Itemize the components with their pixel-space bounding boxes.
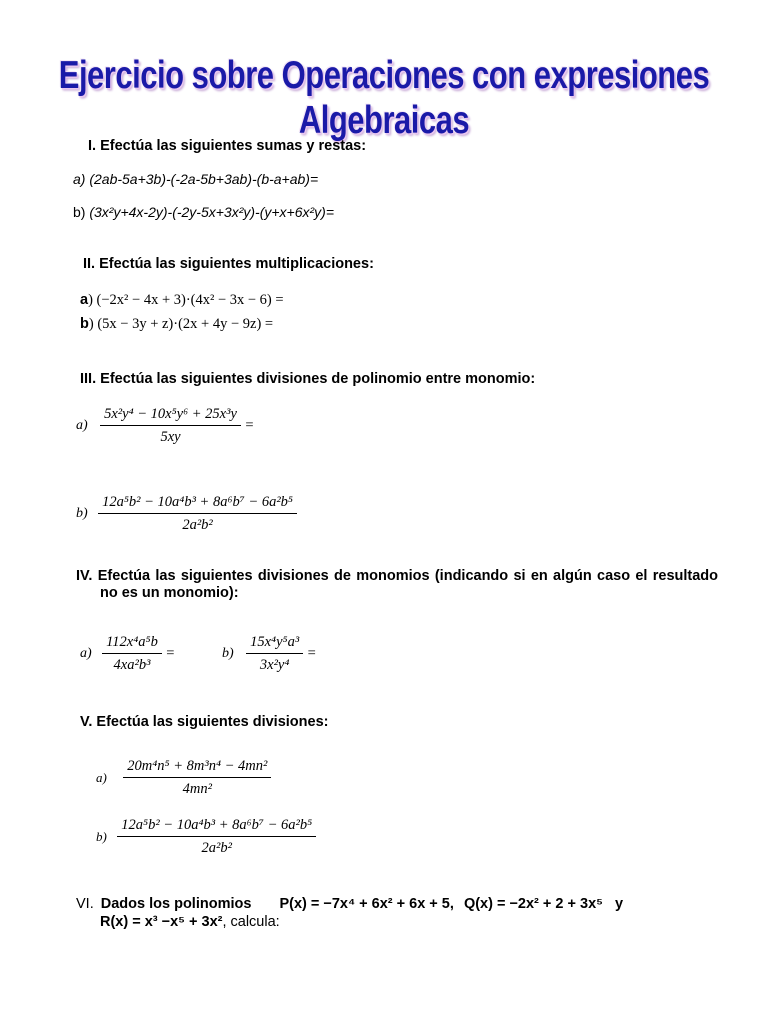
equals-sign: =	[245, 417, 254, 434]
item-b-label: b)	[96, 829, 107, 844]
section-5-item-a	[96, 758, 271, 798]
section-1-item-b	[73, 204, 334, 220]
fraction-b-denominator: 2a²b²	[201, 840, 232, 856]
fraction-b	[246, 634, 303, 674]
item-b-expression: (3x²y+4x-2y)-(-2y-5x+3x²y)-(y+x+6x²y)=	[89, 204, 334, 220]
item-a-label: a)	[96, 770, 107, 785]
section-4-heading: IV. Efectúa las siguientes divisiones de monomios (indicando si en algún caso el resultado no es un monomio):	[76, 568, 718, 601]
equals-sign-a: =	[166, 645, 175, 662]
polynomial-q: Q(x) = −2x² + 2 + 3x⁵	[463, 896, 603, 912]
section-6-lead: Dados los polinomios	[100, 896, 252, 912]
section-5-heading: V. Efectúa las siguientes divisiones:	[80, 714, 329, 730]
item-b-label: b)	[76, 506, 88, 521]
fraction-a-denominator: 4xa²b³	[113, 657, 151, 673]
polynomial-p: P(x) = −7x⁴ + 6x² + 6x + 5,	[279, 896, 454, 912]
fraction-b-numerator: 15x⁴y⁵a³	[246, 634, 303, 654]
section-5-item-b	[96, 817, 316, 857]
fraction-a-numerator: 20m⁴n⁵ + 8m³n⁴ − 4mn²	[123, 758, 271, 778]
section-3-item-b	[76, 494, 297, 534]
section-1-heading: I. Efectúa las siguientes sumas y restas:	[88, 138, 367, 154]
conjunction-y: y	[614, 896, 624, 912]
section-1-item-a: a) (2ab-5a+3b)-(-2a-5b+3ab)-(b-a+ab)=	[73, 171, 319, 187]
section-2-item-a	[80, 292, 284, 309]
item-b-label: b)	[222, 646, 234, 661]
section-2-heading: II. Efectúa las siguientes multiplicaciones:	[83, 256, 374, 272]
fraction-b	[117, 817, 316, 857]
item-a-expression: ) (−2x² − 4x + 3)·(4x² − 3x − 6) =	[88, 292, 284, 308]
fraction-b-numerator: 12a⁵b² − 10a⁴b³ + 8a⁶b⁷ − 6a²b⁵	[98, 494, 297, 514]
fraction-b	[98, 494, 297, 534]
section-6-text	[76, 895, 696, 931]
section-3-item-a	[76, 406, 254, 446]
fraction-a	[102, 634, 162, 674]
item-b-label: b	[80, 316, 89, 332]
item-b-label: b)	[73, 204, 86, 220]
fraction-a-denominator: 4mn²	[182, 781, 212, 797]
polynomial-r: R(x) = x³ −x⁵ + 3x²	[100, 914, 223, 930]
fraction-b-denominator: 3x²y⁴	[259, 657, 290, 673]
item-a-label: a)	[80, 646, 92, 661]
section-6-tail: , calcula:	[222, 914, 280, 930]
fraction-b-denominator: 2a²b²	[182, 517, 213, 533]
section-4-item-b	[222, 634, 316, 674]
item-a-label: a	[80, 292, 89, 308]
page-title: Ejercicio sobre Operaciones con expresiones Algebraicas	[58, 53, 710, 142]
fraction-a	[123, 758, 271, 798]
section-2-item-b	[80, 316, 273, 333]
item-b-expression: ) (5x − 3y + z)·(2x + 4y − 9z) =	[88, 316, 274, 332]
section-3-heading: III. Efectúa las siguientes divisiones de polinomio entre monomio:	[80, 371, 536, 387]
fraction-a	[100, 406, 241, 446]
item-a-label: a)	[76, 418, 88, 433]
fraction-b-numerator: 12a⁵b² − 10a⁴b³ + 8a⁶b⁷ − 6a²b⁵	[117, 817, 316, 837]
fraction-a-denominator: 5xy	[160, 429, 181, 445]
fraction-a-numerator: 112x⁴a⁵b	[102, 634, 162, 654]
fraction-a-numerator: 5x²y⁴ − 10x⁵y⁶ + 25x³y	[100, 406, 241, 426]
section-4-item-a	[80, 634, 174, 674]
equals-sign-b: =	[307, 645, 316, 662]
section-6-number: VI.	[76, 896, 94, 912]
